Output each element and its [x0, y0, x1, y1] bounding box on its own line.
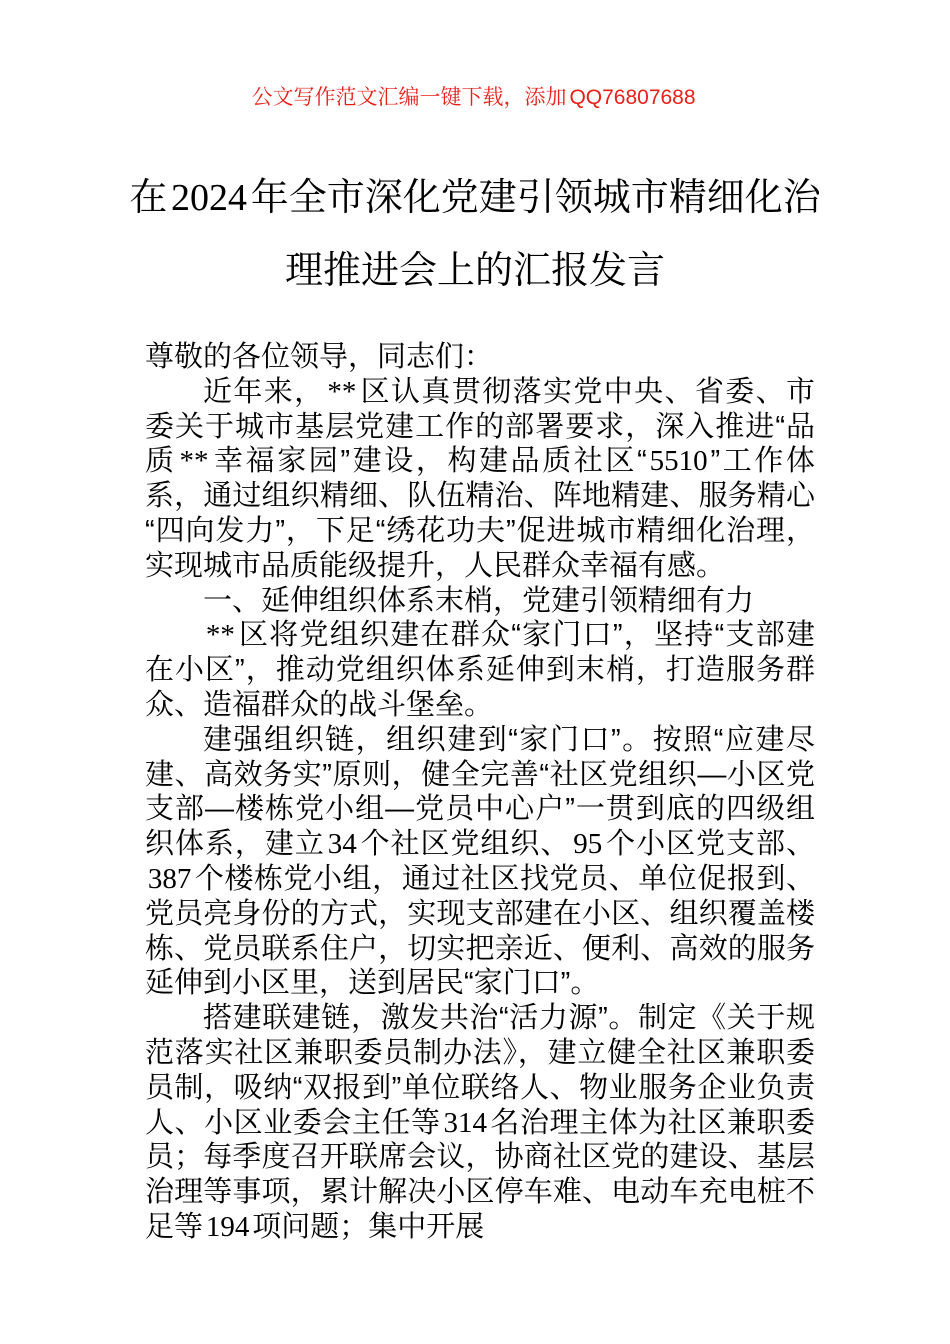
section-heading: 一、延伸组织体系末梢，党建引领精细有力 [203, 584, 755, 617]
latin-text: QQ76807688 [569, 86, 696, 109]
document-body [145, 340, 815, 1245]
body-paragraph: **区将党组织建在群众“家门口”，坚持“支部建在小区”，推动党组织体系延伸到末梢，打造服务群众、造福群众的战斗堡垒。 [145, 619, 815, 721]
latin-text: 95 [573, 828, 603, 861]
latin-text: ** [179, 445, 209, 478]
latin-text: ** [327, 375, 357, 408]
document-title [75, 162, 875, 308]
document-title-line1: 在2024年全市深化党建引领城市精细化治 [129, 177, 821, 219]
promo-notice: 公文写作范文汇编一键下载，添加 QQ76807688 [0, 86, 950, 110]
latin-text: 5510 [649, 445, 708, 478]
latin-text: 2024 [171, 177, 247, 219]
body-paragraph: 搭建联建链，激发共治“活力源”。制定《关于规范落实社区兼职委员制办法》，建立健全社区兼职委员制，吸纳“双报到”单位联络人、物业服务企业负责人、小区业委会主任等314名治理主体为社区兼职委员；每季度召开联席会议，协商社区党的建设、基层治理等事项，累计解决小区停车难、电动车充电桩不足等194项问题；集中开展 [145, 1002, 815, 1243]
latin-text: 314 [443, 1106, 487, 1139]
body-paragraph: 近年来，**区认真贯彻落实党中央、省委、市委关于城市基层党建工作的部署要求，深入推进“品质**幸福家园”建设，构建品质社区“5510”工作体系，通过组织精细、队伍精治、阵地精建、服务精心“四向发力”，下足“绣花功夫”促进城市精细化治理，实现城市品质能级提升，人民群众幸福有感。 [145, 375, 815, 582]
greeting-line: 尊敬的各位领导，同志们： [145, 341, 494, 373]
body-paragraph: 建强组织链，组织建到“家门口”。按照“应建尽建、高效务实”原则，健全完善“社区党组织—小区党支部—楼栋党小组—党员中心户”一贯到底的四级组织体系，建立34个社区党组织、95个小区党支部、387个楼栋党小组，通过社区找党员、单位促报到、党员亮身份的方式，实现支部建在小区、组织覆盖楼栋、党员联系住户，切实把亲近、便利、高效的服务延伸到小区里，送到居民“家门口”。 [145, 723, 815, 1000]
latin-text: 387 [147, 862, 192, 895]
latin-text: ** [205, 619, 235, 652]
document-title-line2: 理推进会上的汇报发言 [284, 250, 665, 292]
latin-text: 34 [327, 828, 357, 861]
latin-text: 194 [205, 1210, 250, 1243]
